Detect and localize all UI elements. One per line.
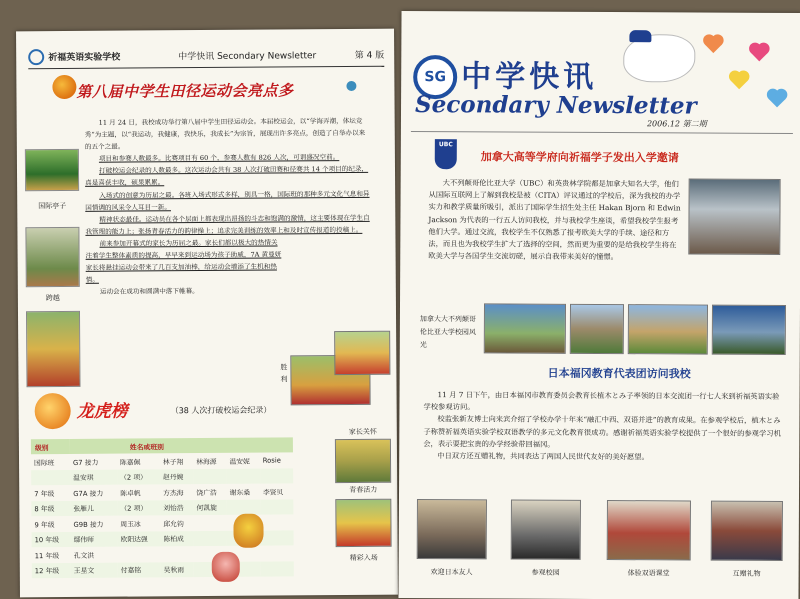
left-newspaper-page (16, 29, 398, 598)
table-cell: G9B 接力 (73, 520, 104, 529)
table-cell (260, 499, 293, 515)
photo-bilingual-class (607, 500, 691, 560)
photo-ubc-campus (570, 304, 624, 354)
table-cell: 8 年级 (31, 500, 70, 516)
photo-caption: 欢迎日本友人 (430, 568, 473, 577)
table-cell: 孔文洪 (73, 551, 95, 560)
right-newspaper-page (398, 11, 800, 599)
table-cell: 付嘉铭 (118, 562, 161, 578)
table-cell: 温安琪 (70, 469, 117, 485)
ubc-campus-caption: 加拿大大不列颠哥伦比亚大学校园风光 (419, 315, 476, 350)
table-cell: 刘怡浩 (160, 500, 193, 516)
table-cell (118, 546, 161, 562)
newsletter-title-en: Secondary Newsletter (414, 91, 697, 120)
photo-parade (335, 499, 391, 547)
table-cell: 温安妮 (229, 457, 250, 466)
photo-hurdle (25, 227, 79, 287)
ubc-logo-icon: UBC (435, 139, 457, 169)
ubc-article-title: 加拿大高等学府向祈福学子发出入学邀请 (480, 150, 679, 165)
table-cell: 陈嘉佩 (119, 458, 141, 467)
article-paragraph: 精神状态最佳。运动员在各个层面上都表现出昂扬的斗志和饱满的激情，这主要体现在学生自我管理的能力上；张扬青春活力的韵律操上；追求完美训练的效率上和及时宣传报道的投稿上。 (85, 213, 370, 236)
photo-long-jump (26, 311, 81, 387)
photo-caption: 参观校园 (531, 568, 560, 577)
article-paragraph: 运动会在成功和圆满中落下帷幕。 (99, 287, 199, 297)
table-cell (193, 468, 226, 484)
side-caption: 国际亭子 (38, 201, 67, 211)
photo-caption: 体验双语课堂 (627, 569, 670, 578)
photo-parents (334, 331, 390, 375)
table-cell: G7A 接力 (73, 489, 104, 498)
table-cell: 王星文 (71, 562, 118, 578)
table-cell: 陈柏成 (160, 531, 193, 547)
table-cell: G7 接力 (72, 458, 99, 467)
right-caption: 精彩入场 (349, 553, 378, 563)
article-paragraph: 11 月 7 日下午，由日本福冈市教育委员会教育长植木とみ子率领的日本交流团一行七人来到祈福英语实验学校参观访问。 (423, 390, 780, 412)
school-emblem-icon: SG (413, 55, 457, 99)
table-row (31, 452, 293, 469)
ring-icon (346, 81, 356, 91)
table-cell: 12 年级 (32, 562, 71, 578)
table-cell (260, 468, 293, 484)
table-header-cell: 级别 (31, 439, 70, 454)
heart-icon (751, 44, 768, 61)
tiger-mascot-icon (35, 393, 71, 429)
tennis-mascot-icon (212, 552, 240, 582)
table-cell: 陈卓帆 (120, 489, 141, 498)
sports-meet-article (85, 115, 372, 298)
article-paragraph: 项目和参赛人数最多。比赛项目有 60 个，参赛人数有 826 人次，可谓盛况空前。 (98, 153, 340, 164)
mascot-icon (52, 75, 76, 99)
heart-icon (731, 72, 748, 89)
newsletter-name: 中学快讯 Secondary Newsletter (178, 51, 317, 63)
honor-roll-subtitle: （38 人次打破校运会纪录） (170, 405, 272, 416)
table-row (31, 468, 293, 485)
table-cell (260, 545, 293, 561)
table-cell: 林子翔 (162, 457, 184, 467)
school-logo-icon (28, 49, 44, 65)
side-caption: 跨越 (45, 294, 60, 303)
article-paragraph: 入场式的创意为历届之最。各班入场式形式多样，别具一格，国际班的那种多元文化气息和异国情调的风采令人耳目一新。 (85, 189, 370, 212)
table-row (32, 545, 294, 562)
table-cell: Rosie (262, 456, 281, 465)
photo-ubc-campus (712, 305, 786, 355)
table-cell: 11 年级 (34, 551, 60, 560)
ubc-article (428, 177, 780, 264)
weightlifter-mascot-icon (233, 514, 263, 548)
table-cell (260, 514, 293, 530)
table-row (31, 483, 293, 500)
right-caption: 青春活力 (349, 485, 378, 495)
table-cell: 谢东桑 (229, 488, 251, 497)
table-cell: 邱允钧 (163, 519, 184, 529)
divider (411, 131, 793, 134)
photo-ubc-visit (688, 178, 780, 254)
table-cell (260, 561, 293, 577)
table-cell (194, 515, 227, 531)
left-page-header (28, 43, 384, 69)
table-cell: 吴秋雨 (161, 562, 194, 578)
table-cell: 何凯旋 (193, 499, 226, 515)
newsletter-title-cn: 中学快讯 (461, 59, 598, 95)
article-paragraph: 打破校运会纪录的人数最多。这次运动会共有 38 人次打破田赛和径赛共 14 个项目的纪录，真是喜获丰收，硕果累累。 (85, 165, 369, 188)
table-row (32, 561, 294, 578)
table-cell: 赵丹婉 (160, 469, 193, 485)
heart-icon (769, 90, 786, 107)
issue-date: 2006.12 第二期 (646, 119, 707, 129)
photo-gift-exchange (711, 501, 783, 561)
table-cell: 鄢伟师 (71, 531, 118, 547)
table-cell: 9 年级 (34, 520, 55, 529)
table-header-cell: 姓名或班别 (70, 437, 293, 454)
table-cell (227, 499, 260, 515)
article-paragraph: 11 月 24 日，我校成功举行第八届中学生田径运动会。本届校运会，以“学海弄潮，体坛竞秀”为主题，以“我运动，我健康，我快乐，我成长”为宗旨，展现出许多亮点，创造了自举办以来的五个之最。 (84, 116, 366, 152)
article-paragraph: 大不列颠哥伦比亚大学（UBC）和英贵林学院都是加拿大知名大学，他们从国际互联网上了解到我校是被（CITA）评议通过的学校后，深为我校的办学实力和教学质量所吸引，派出了国际学生招生处主任 Hakan Bjorn 和 Edwin Jackson 为代表的一行五人访问我校，并与我校学生座谈，希望我校学生报考他们大学。通过交流，我校学生不仅熟悉了报考欧美大学的手续、途径和方法，而且也为我校学生扩大了选择的空间，然而更为重要的是给我校学生将在欧美大学与各国学生交流切磋，展示自我带来美好的憧憬。 (428, 178, 681, 262)
table-cell: 饶广浩 (196, 488, 217, 497)
photo-welcome (417, 499, 487, 559)
table-cell: 欧阳达强 (117, 531, 160, 547)
table-cell (226, 468, 259, 484)
table-cell: 7 年级 (34, 489, 55, 498)
japan-article (423, 389, 781, 464)
photo-caption: 互赠礼物 (732, 569, 761, 578)
table-cell: 方杰海 (163, 488, 184, 498)
table-cell (161, 546, 194, 562)
graduation-cap-icon (629, 30, 651, 42)
photo-ubc-campus (628, 304, 708, 354)
japan-article-title: 日本福冈教育代表团访问我校 (547, 366, 691, 381)
table-cell: 周玉冰 (120, 520, 141, 529)
article-paragraph: 中日双方还互赠礼物，共同表达了两国人民世代友好的美好愿望。 (437, 451, 649, 462)
right-caption: 家长关怀 (348, 427, 377, 437)
table-cell: 李贤贝 (262, 488, 284, 497)
honor-roll-title: 龙虎榜 (76, 401, 128, 422)
table-cell: 国际班 (34, 458, 55, 467)
table-cell (194, 530, 227, 546)
article-paragraph: 前来参加开幕式的家长为历届之最。家长们都以极大的热情关注着学生整体素质的提高，早早来到运动场为孩子助威，7A 黄曼妍家长将悬挂运动会带来了几百支加油棒，给运动会增添了生机和热情。 (85, 238, 282, 285)
edition-number: 第 4 版 (354, 50, 385, 61)
sports-meet-title: 第八届中学生田径运动会亮点多 (76, 81, 294, 101)
table-cell: 林海源 (196, 457, 217, 466)
table-cell (260, 530, 293, 546)
article-paragraph: 校监张新友博士向来宾介绍了学校办学十年来“融汇中西、双语并进”的教育成果。在参观学校后，植木とみ子称赞祈福英语实验学校双语教学的多元文化教育很成功。感谢祈福英语实验学校提供了一个很好的参观学习机会，表示要把宝贵的办学经验带回福冈。 (423, 414, 781, 449)
table-cell (31, 469, 70, 485)
win-caption: 胜利 (280, 363, 288, 384)
honor-roll-table (31, 437, 294, 578)
school-name: 祈福英语实验学校 (48, 52, 121, 64)
photo-ubc-campus (484, 303, 566, 353)
table-cell: （2 项） (117, 469, 160, 485)
photo-international-pavilion (25, 149, 79, 191)
table-cell: （2 项） (117, 500, 160, 516)
table-cell: 10 年级 (32, 531, 71, 547)
photo-youth-vitality (335, 439, 391, 483)
photo-campus-tour (511, 500, 581, 560)
table-cell: 张雁儿 (70, 500, 117, 516)
heart-icon (705, 36, 722, 53)
